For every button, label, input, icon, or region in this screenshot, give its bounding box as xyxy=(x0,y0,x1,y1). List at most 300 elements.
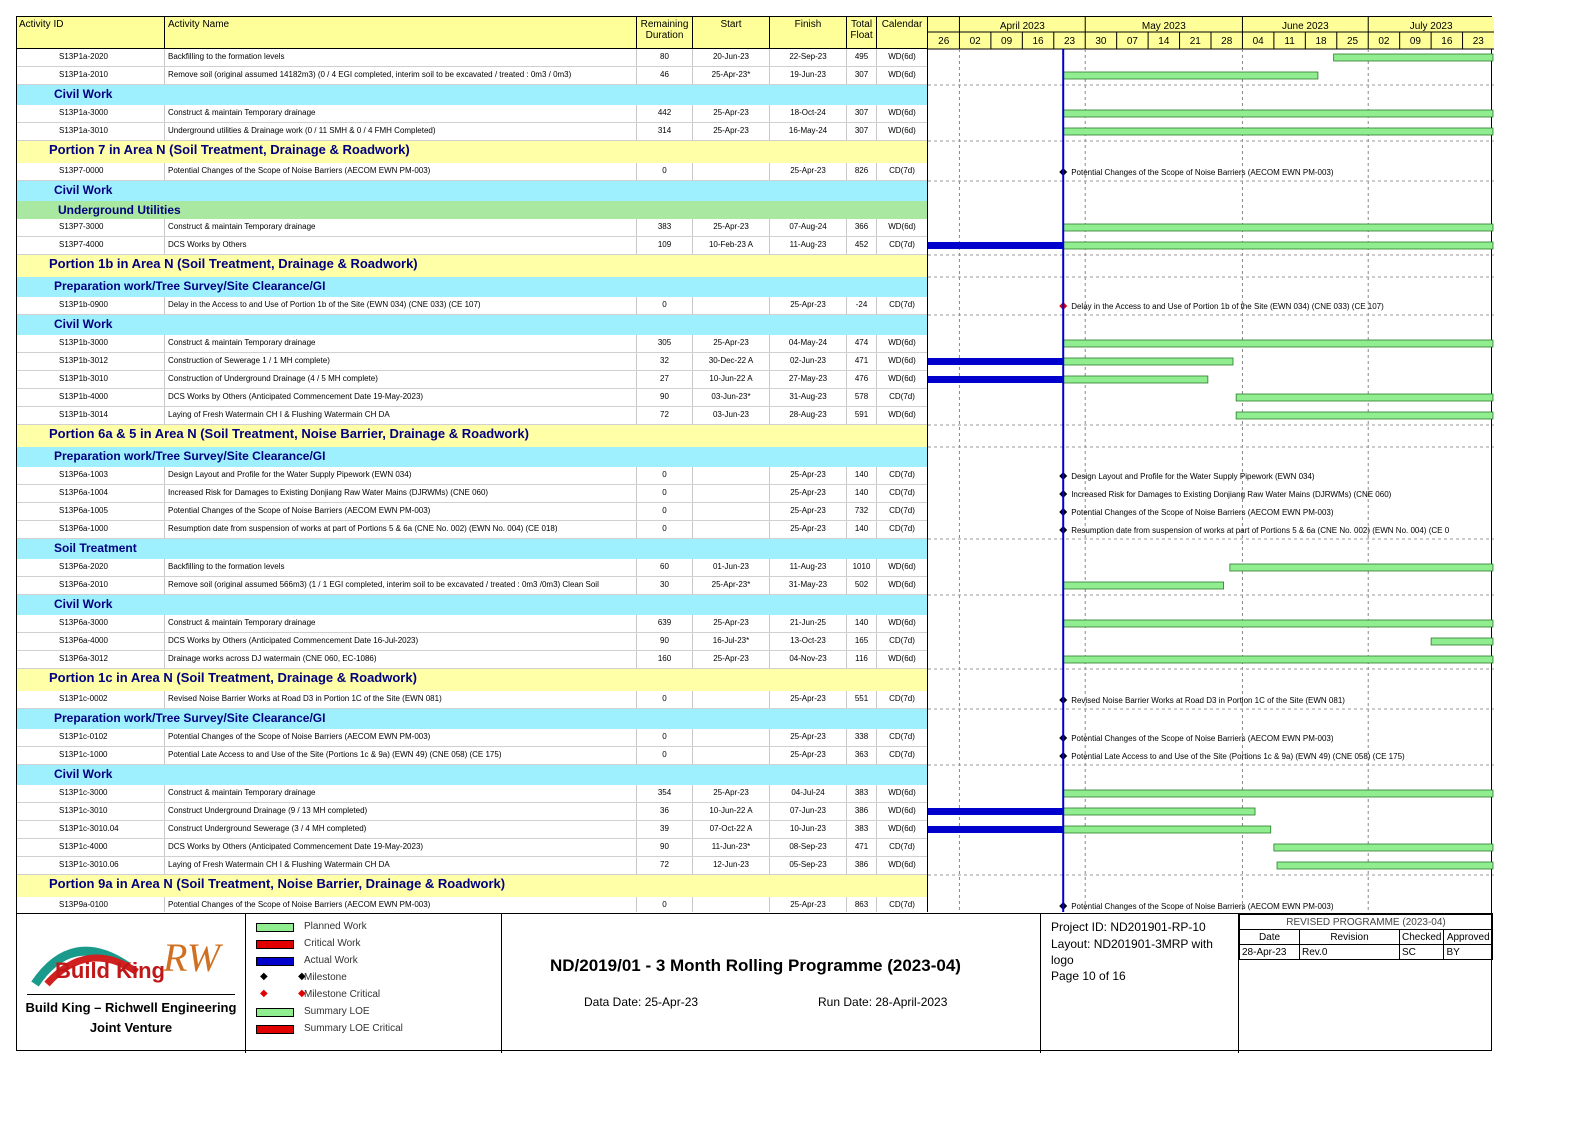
cell-float: 495 xyxy=(846,49,876,66)
cell-name: Construction of Underground Drainage (4 / 5 MH complete) xyxy=(164,371,636,388)
logo-text: Build King xyxy=(55,958,165,983)
cell-rem: 72 xyxy=(636,407,692,424)
portion-header[interactable]: Portion 6a & 5 in Area N (Soil Treatment, Noise Barrier, Drainage & Roadwork) xyxy=(17,425,927,447)
cell-cal: WD(6d) xyxy=(876,785,927,802)
cell-cal: WD(6d) xyxy=(876,803,927,820)
cell-start xyxy=(692,503,769,520)
table-row[interactable] xyxy=(17,633,927,651)
table-row[interactable] xyxy=(17,485,927,503)
cell-float: 578 xyxy=(846,389,876,406)
timescale-week: 11 xyxy=(1284,36,1295,47)
cell-id: S13P1c-0002 xyxy=(59,694,108,703)
milestone-label: Potential Changes of the Scope of Noise Barriers (AECOM EWN PM-003) xyxy=(1071,734,1334,743)
title-block xyxy=(17,913,1493,1052)
cell-finish: 04-May-24 xyxy=(769,335,846,352)
cell-float: -24 xyxy=(846,297,876,314)
table-row[interactable] xyxy=(17,651,927,669)
cell-name: Drainage works across DJ watermain (CNE 060, EC-1086) xyxy=(164,651,636,668)
rev-header-revision: Revision xyxy=(1300,930,1400,945)
cell-start xyxy=(692,747,769,764)
cell-start: 25-Apr-23 xyxy=(692,615,769,632)
legend-item xyxy=(256,1005,496,1019)
planned-work-bar xyxy=(1063,790,1493,797)
cell-name: Construct Underground Sewerage (3 / 4 MH completed) xyxy=(164,821,636,838)
cell-rem: 0 xyxy=(636,485,692,502)
cell-finish: 18-Oct-24 xyxy=(769,105,846,122)
layout-name-cont: logo xyxy=(1051,953,1074,967)
timescale-week: 07 xyxy=(1126,36,1138,47)
cell-name: Design Layout and Profile for the Water Supply Pipework (EWN 034) xyxy=(164,467,636,484)
planned-work-bar xyxy=(1063,358,1233,365)
rev-header-checked: Checked xyxy=(1400,930,1444,945)
col-total-float[interactable]: Total Float xyxy=(846,17,876,48)
cell-finish: 10-Jun-23 xyxy=(769,821,846,838)
table-row[interactable] xyxy=(17,163,927,181)
cell-float: 502 xyxy=(846,577,876,594)
cell-cal: WD(6d) xyxy=(876,219,927,236)
table-row[interactable] xyxy=(17,615,927,633)
cell-rem: 80 xyxy=(636,49,692,66)
cell-id: S13P1a-2010 xyxy=(59,70,108,79)
table-row[interactable] xyxy=(17,839,927,857)
cell-name: Backfilling to the formation levels xyxy=(164,559,636,576)
cell-id: S13P1a-3010 xyxy=(59,126,108,135)
legend-label: Summary LOE xyxy=(304,1006,370,1017)
layout-name: Layout: ND201901-3MRP with xyxy=(1051,937,1213,951)
cell-start xyxy=(692,467,769,484)
cell-rem: 72 xyxy=(636,857,692,874)
planned-work-bar xyxy=(1063,224,1493,231)
cell-finish: 25-Apr-23 xyxy=(769,503,846,520)
cell-rem: 0 xyxy=(636,897,692,912)
cell-start: 03-Jun-23* xyxy=(692,389,769,406)
milestone-icon: ◆ xyxy=(260,988,268,999)
cell-rem: 60 xyxy=(636,559,692,576)
col-activity-name[interactable]: Activity Name xyxy=(164,17,636,48)
cell-cal: CD(7d) xyxy=(876,297,927,314)
cell-id: S13P6a-4000 xyxy=(59,636,108,645)
table-row[interactable] xyxy=(17,747,927,765)
table-row[interactable] xyxy=(17,467,927,485)
planned-work-bar xyxy=(1063,110,1493,117)
cell-cal: WD(6d) xyxy=(876,559,927,576)
table-row[interactable] xyxy=(17,105,927,123)
cell-id: S13P1b-3010 xyxy=(59,374,108,383)
cell-float: 116 xyxy=(846,651,876,668)
table-row[interactable] xyxy=(17,857,927,875)
planned-work-bar xyxy=(1063,808,1255,815)
cell-cal: WD(6d) xyxy=(876,577,927,594)
cell-name: Remove soil (original assumed 566m3) (1 / 1 EGI completed, interim soil to be excavated / treated : 0m3 /0m3) Clean Soil xyxy=(164,577,636,594)
cell-start xyxy=(692,521,769,538)
timescale-week: 25 xyxy=(1346,36,1359,47)
legend-label: Actual Work xyxy=(304,955,358,966)
timescale-month: May 2023 xyxy=(1141,21,1186,32)
timescale-week: 02 xyxy=(1378,36,1390,47)
legend-swatch xyxy=(256,1008,294,1017)
cell-start: 03-Jun-23 xyxy=(692,407,769,424)
cell-float: 140 xyxy=(846,467,876,484)
cell-cal: WD(6d) xyxy=(876,353,927,370)
cell-rem: 90 xyxy=(636,839,692,856)
legend-swatch xyxy=(256,940,294,949)
milestone-label: Revised Noise Barrier Works at Road D3 in Portion 1C of the Site (EWN 081) xyxy=(1071,696,1345,705)
cell-cal: WD(6d) xyxy=(876,371,927,388)
planned-work-bar xyxy=(1063,340,1493,347)
planned-work-bar xyxy=(1063,128,1493,135)
cell-cal: CD(7d) xyxy=(876,521,927,538)
category-header[interactable]: Civil Work xyxy=(17,595,927,615)
cell-float: 471 xyxy=(846,353,876,370)
cell-float: 140 xyxy=(846,615,876,632)
category-header[interactable]: Civil Work xyxy=(17,765,927,785)
cell-rem: 39 xyxy=(636,821,692,838)
timescale-week: 21 xyxy=(1189,36,1201,47)
cell-finish: 21-Jun-25 xyxy=(769,615,846,632)
cell-rem: 0 xyxy=(636,691,692,708)
table-row[interactable] xyxy=(17,335,927,353)
cell-cal: CD(7d) xyxy=(876,389,927,406)
cell-finish: 27-May-23 xyxy=(769,371,846,388)
table-row[interactable] xyxy=(17,371,927,389)
legend-swatch xyxy=(256,923,294,932)
cell-float: 732 xyxy=(846,503,876,520)
table-row[interactable] xyxy=(17,407,927,425)
cell-id: S13P9a-0100 xyxy=(59,900,108,909)
cell-cal: WD(6d) xyxy=(876,335,927,352)
cell-finish: 07-Jun-23 xyxy=(769,803,846,820)
cell-rem: 0 xyxy=(636,297,692,314)
cell-id: S13P1b-4000 xyxy=(59,392,108,401)
cell-id: S13P6a-2010 xyxy=(59,580,108,589)
cell-float: 338 xyxy=(846,729,876,746)
planned-work-bar xyxy=(1063,72,1318,79)
cell-name: Resumption date from suspension of works at part of Portions 5 & 6a (CNE No. 002) (EWN No. 004) (CE 018) xyxy=(164,521,636,538)
cell-id: S13P1a-2020 xyxy=(59,52,108,61)
cell-start: 25-Apr-23* xyxy=(692,67,769,84)
cell-rem: 90 xyxy=(636,633,692,650)
actual-work-bar xyxy=(928,808,1063,815)
milestone-label: Potential Changes of the Scope of Noise Barriers (AECOM EWN PM-003) xyxy=(1071,168,1334,177)
table-row[interactable] xyxy=(17,389,927,407)
project-id: Project ID: ND201901-RP-10 xyxy=(1051,920,1206,934)
timescale-week: 26 xyxy=(938,36,950,47)
cell-id: S13P7-3000 xyxy=(59,222,104,231)
cell-float: 307 xyxy=(846,67,876,84)
cell-rem: 314 xyxy=(636,123,692,140)
cell-cal: CD(7d) xyxy=(876,691,927,708)
cell-id: S13P6a-1003 xyxy=(59,470,108,479)
cell-id: S13P1a-3000 xyxy=(59,108,108,117)
logo-mark: RW xyxy=(163,935,221,980)
cell-float: 383 xyxy=(846,785,876,802)
cell-name: Potential Changes of the Scope of Noise Barriers (AECOM EWN PM-003) xyxy=(164,163,636,180)
cell-start: 25-Apr-23 xyxy=(692,105,769,122)
timescale-month: July 2023 xyxy=(1409,21,1453,32)
cell-finish: 04-Nov-23 xyxy=(769,651,846,668)
title-box xyxy=(501,914,1040,1053)
table-row[interactable] xyxy=(17,577,927,595)
cell-finish: 25-Apr-23 xyxy=(769,467,846,484)
legend-swatch xyxy=(256,1025,294,1034)
timescale-week: 16 xyxy=(1441,36,1453,47)
table-row[interactable] xyxy=(17,691,927,709)
table-row[interactable] xyxy=(17,237,927,255)
cell-float: 386 xyxy=(846,857,876,874)
cell-name: Revised Noise Barrier Works at Road D3 in Portion 1C of the Site (EWN 081) xyxy=(164,691,636,708)
milestone-label: Resumption date from suspension of works at part of Portions 5 & 6a (CNE No. 002) (EWN No. 004) (CE 0 xyxy=(1071,526,1450,535)
cell-start xyxy=(692,897,769,912)
cell-rem: 0 xyxy=(636,503,692,520)
cell-id: S13P6a-3012 xyxy=(59,654,108,663)
planned-work-bar xyxy=(1063,376,1208,383)
cell-rem: 90 xyxy=(636,389,692,406)
cell-finish: 13-Oct-23 xyxy=(769,633,846,650)
cell-float: 476 xyxy=(846,371,876,388)
cell-float: 140 xyxy=(846,521,876,538)
cell-float: 307 xyxy=(846,123,876,140)
cell-float: 1010 xyxy=(846,559,876,576)
col-start[interactable]: Start xyxy=(692,17,769,48)
timescale-week: 14 xyxy=(1158,36,1170,47)
cell-finish: 22-Sep-23 xyxy=(769,49,846,66)
table-row[interactable] xyxy=(17,729,927,747)
cell-rem: 0 xyxy=(636,467,692,484)
table-row[interactable] xyxy=(17,503,927,521)
timescale-week: 30 xyxy=(1095,36,1107,47)
actual-work-bar xyxy=(928,376,1063,383)
cell-float: 307 xyxy=(846,105,876,122)
table-row[interactable] xyxy=(17,67,927,85)
gantt-chart xyxy=(927,17,1493,912)
timescale-week: 18 xyxy=(1315,36,1327,47)
run-date: Run Date: 28-April-2023 xyxy=(818,995,948,1009)
category-header[interactable]: Preparation work/Tree Survey/Site Clearance/GI xyxy=(17,277,927,297)
timescale-month: June 2023 xyxy=(1281,21,1329,32)
legend-label: Milestone Critical xyxy=(304,989,381,1000)
cell-name: Underground utilities & Drainage work (0 / 11 SMH & 0 / 4 FMH Completed) xyxy=(164,123,636,140)
actual-work-bar xyxy=(928,826,1063,833)
cell-cal: WD(6d) xyxy=(876,857,927,874)
cell-finish: 28-Aug-23 xyxy=(769,407,846,424)
cell-name: Potential Late Access to and Use of the Site (Portions 1c & 9a) (EWN 49) (CNE 058) (CE 175) xyxy=(164,747,636,764)
cell-rem: 46 xyxy=(636,67,692,84)
cell-name: Construct & maintain Temporary drainage xyxy=(164,219,636,236)
portion-header[interactable]: Portion 7 in Area N (Soil Treatment, Drainage & Roadwork) xyxy=(17,141,927,163)
table-row[interactable] xyxy=(17,821,927,839)
cell-rem: 354 xyxy=(636,785,692,802)
cell-start: 30-Dec-22 A xyxy=(692,353,769,370)
table-row[interactable] xyxy=(17,49,927,67)
legend-swatch xyxy=(256,957,294,966)
planned-work-bar xyxy=(1230,564,1493,571)
planned-work-bar xyxy=(1063,582,1223,589)
cell-start: 25-Apr-23* xyxy=(692,577,769,594)
timescale-week: 23 xyxy=(1063,36,1076,47)
cell-cal: WD(6d) xyxy=(876,821,927,838)
category-header[interactable]: Preparation work/Tree Survey/Site Clearance/GI xyxy=(17,709,927,729)
cell-float: 452 xyxy=(846,237,876,254)
cell-finish: 07-Aug-24 xyxy=(769,219,846,236)
cell-start: 01-Jun-23 xyxy=(692,559,769,576)
cell-id: S13P1c-3010.04 xyxy=(59,824,119,833)
legend-label: Milestone xyxy=(304,972,347,983)
cell-rem: 36 xyxy=(636,803,692,820)
cell-name: Backfilling to the formation levels xyxy=(164,49,636,66)
milestone-label: Increased Risk for Damages to Existing Donjiang Raw Water Mains (DJRWMs) (CNE 060) xyxy=(1071,490,1392,499)
cell-cal: CD(7d) xyxy=(876,485,927,502)
cell-cal: CD(7d) xyxy=(876,839,927,856)
col-remaining-duration[interactable]: Remaining Duration xyxy=(636,17,692,48)
cell-finish: 05-Sep-23 xyxy=(769,857,846,874)
cell-finish: 25-Apr-23 xyxy=(769,163,846,180)
cell-cal: CD(7d) xyxy=(876,503,927,520)
project-info-box xyxy=(1040,914,1238,1053)
cell-start: 07-Oct-22 A xyxy=(692,821,769,838)
cell-finish: 16-May-24 xyxy=(769,123,846,140)
rev-date: 28-Apr-23 xyxy=(1240,945,1300,960)
milestone-label: Design Layout and Profile for the Water Supply Pipework (EWN 034) xyxy=(1071,472,1315,481)
timescale-week: 04 xyxy=(1252,36,1264,47)
cell-rem: 160 xyxy=(636,651,692,668)
cell-id: S13P1c-3010 xyxy=(59,806,108,815)
cell-finish: 08-Sep-23 xyxy=(769,839,846,856)
actual-work-bar xyxy=(928,242,1063,249)
cell-name: Construct & maintain Temporary drainage xyxy=(164,105,636,122)
legend-item xyxy=(256,971,496,985)
cell-cal: CD(7d) xyxy=(876,729,927,746)
revision-box xyxy=(1238,914,1493,1053)
planned-work-bar xyxy=(1063,242,1493,249)
cell-start: 25-Apr-23 xyxy=(692,335,769,352)
portion-header[interactable]: Portion 1c in Area N (Soil Treatment, Drainage & Roadwork) xyxy=(17,669,927,691)
cell-cal: CD(7d) xyxy=(876,237,927,254)
cell-finish: 25-Apr-23 xyxy=(769,691,846,708)
cell-rem: 383 xyxy=(636,219,692,236)
revision-title: REVISED PROGRAMME (2023-04) xyxy=(1240,915,1493,930)
cell-cal: CD(7d) xyxy=(876,747,927,764)
category-header[interactable]: Civil Work xyxy=(17,315,927,335)
cell-id: S13P1b-3000 xyxy=(59,338,108,347)
column-header xyxy=(17,17,927,49)
milestone-label: Potential Changes of the Scope of Noise Barriers (AECOM EWN PM-003) xyxy=(1071,902,1334,911)
table-row[interactable] xyxy=(17,897,927,912)
cell-cal: CD(7d) xyxy=(876,633,927,650)
milestone-icon: ◆ xyxy=(298,971,306,982)
planned-work-bar xyxy=(1334,54,1493,61)
cell-name: Construct Underground Drainage (9 / 13 MH completed) xyxy=(164,803,636,820)
cell-name: Increased Risk for Damages to Existing Donjiang Raw Water Mains (DJRWMs) (CNE 060) xyxy=(164,485,636,502)
cell-start xyxy=(692,163,769,180)
cell-id: S13P7-4000 xyxy=(59,240,104,249)
timescale-week: 28 xyxy=(1221,36,1233,47)
subcategory-header[interactable]: Underground Utilities xyxy=(17,201,927,219)
cell-float: 591 xyxy=(846,407,876,424)
legend-label: Planned Work xyxy=(304,921,367,932)
table-row[interactable] xyxy=(17,219,927,237)
category-header[interactable]: Civil Work xyxy=(17,85,927,105)
cell-float: 826 xyxy=(846,163,876,180)
col-activity-id[interactable]: Activity ID xyxy=(19,19,64,30)
cell-id: S13P1c-0102 xyxy=(59,732,108,741)
timescale-month: April 2023 xyxy=(999,21,1045,32)
planned-work-bar xyxy=(1063,656,1493,663)
gantt-svg xyxy=(928,17,1494,912)
col-calendar[interactable]: Calendar xyxy=(876,17,927,48)
cell-float: 363 xyxy=(846,747,876,764)
table-row[interactable] xyxy=(17,559,927,577)
cell-start: 10-Jun-22 A xyxy=(692,371,769,388)
cell-finish: 19-Jun-23 xyxy=(769,67,846,84)
legend-item xyxy=(256,954,496,968)
cell-id: S13P7-0000 xyxy=(59,166,104,175)
cell-name: Potential Changes of the Scope of Noise Barriers (AECOM EWN PM-003) xyxy=(164,729,636,746)
portion-header[interactable]: Portion 1b in Area N (Soil Treatment, Drainage & Roadwork) xyxy=(17,255,927,277)
category-header[interactable]: Civil Work xyxy=(17,181,927,201)
revision-table xyxy=(1239,914,1493,960)
table-row[interactable] xyxy=(17,521,927,539)
cell-id: S13P1c-3010.06 xyxy=(59,860,119,869)
cell-start xyxy=(692,729,769,746)
table-row[interactable] xyxy=(17,353,927,371)
cell-float: 863 xyxy=(846,897,876,912)
planned-work-bar xyxy=(1236,394,1493,401)
timescale-week: 23 xyxy=(1472,36,1484,47)
col-finish[interactable]: Finish xyxy=(769,17,846,48)
planned-work-bar xyxy=(1431,638,1493,645)
cell-rem: 0 xyxy=(636,747,692,764)
cell-id: S13P1c-3000 xyxy=(59,788,108,797)
legend-item xyxy=(256,1022,496,1036)
category-header[interactable]: Soil Treatment xyxy=(17,539,927,559)
cell-finish: 25-Apr-23 xyxy=(769,485,846,502)
cell-cal: CD(7d) xyxy=(876,467,927,484)
table-row[interactable] xyxy=(17,297,927,315)
cell-finish: 31-May-23 xyxy=(769,577,846,594)
cell-id: S13P6a-1004 xyxy=(59,488,108,497)
planned-work-bar xyxy=(1063,826,1271,833)
cell-name: Laying of Fresh Watermain CH I & Flushing Watermain CH DA xyxy=(164,857,636,874)
rev-checked: SC xyxy=(1400,945,1444,960)
category-header[interactable]: Preparation work/Tree Survey/Site Clearance/GI xyxy=(17,447,927,467)
table-row[interactable] xyxy=(17,785,927,803)
cell-start: 16-Jul-23* xyxy=(692,633,769,650)
table-row[interactable] xyxy=(17,803,927,821)
cell-cal: WD(6d) xyxy=(876,105,927,122)
programme-title: ND/2019/01 - 3 Month Rolling Programme (2023-04) xyxy=(550,956,961,975)
cell-rem: 0 xyxy=(636,163,692,180)
cell-id: S13P6a-1000 xyxy=(59,524,108,533)
cell-rem: 27 xyxy=(636,371,692,388)
cell-start: 25-Apr-23 xyxy=(692,219,769,236)
planned-work-bar xyxy=(1236,412,1493,419)
gantt-page xyxy=(16,16,1492,1051)
activity-table xyxy=(17,49,927,912)
cell-float: 471 xyxy=(846,839,876,856)
cell-start xyxy=(692,297,769,314)
cell-start: 12-Jun-23 xyxy=(692,857,769,874)
portion-header[interactable]: Portion 9a in Area N (Soil Treatment, Noise Barrier, Drainage & Roadwork) xyxy=(17,875,927,897)
timescale-week: 09 xyxy=(1409,36,1421,47)
cell-name: DCS Works by Others xyxy=(164,237,636,254)
cell-cal: WD(6d) xyxy=(876,651,927,668)
cell-finish: 25-Apr-23 xyxy=(769,297,846,314)
table-row[interactable] xyxy=(17,123,927,141)
timescale-week: 02 xyxy=(969,36,981,47)
cell-rem: 109 xyxy=(636,237,692,254)
cell-float: 386 xyxy=(846,803,876,820)
cell-start xyxy=(692,691,769,708)
